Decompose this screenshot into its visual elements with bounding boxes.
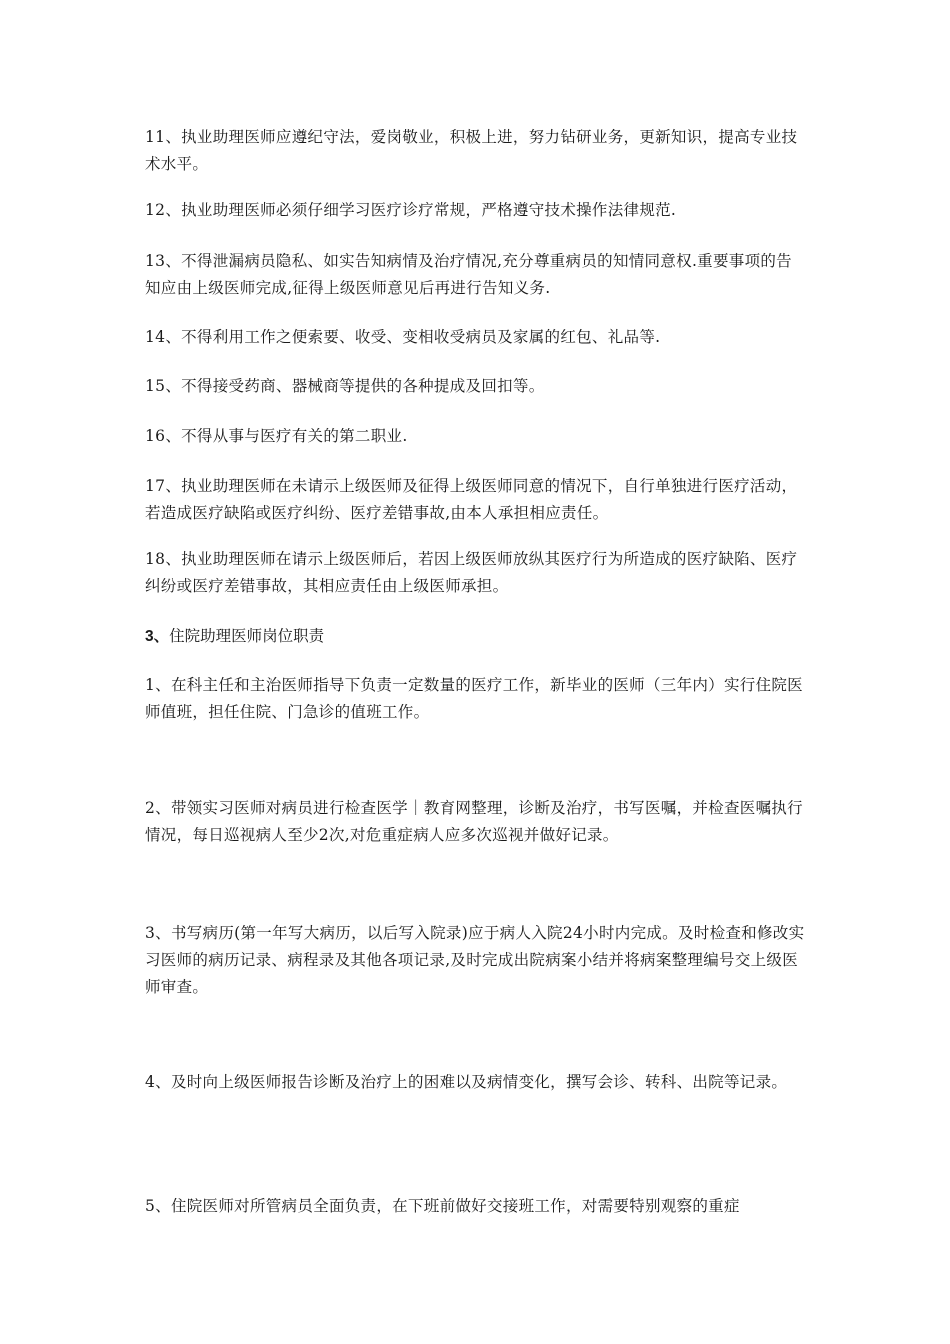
paragraph-14: 14、不得利用工作之便索要、收受、变相收受病员及家属的红包、礼品等.	[145, 328, 661, 346]
section-title: 住院助理医师岗位职责	[169, 627, 325, 645]
duty-2: 2、带领实习医师对病员进行检查医学｜教育网整理，诊断及治疗，书写医嘱，并检查医嘱执行情况，每日巡视病人至少2次,对危重症病人应多次巡视并做好记录。	[145, 799, 803, 844]
paragraph-15: 15、不得接受药商、器械商等提供的各种提成及回扣等。	[145, 377, 545, 395]
duty-4: 4、及时向上级医师报告诊断及治疗上的困难以及病情变化，撰写会诊、转科、出院等记录。	[145, 1073, 788, 1091]
paragraph-12: 12、执业助理医师必须仔细学习医疗诊疗常规，严格遵守技术操作法律规范.	[145, 201, 677, 219]
paragraph-18: 18、执业助理医师在请示上级医师后，若因上级医师放纵其医疗行为所造成的医疗缺陷、医疗纠纷或医疗差错事故，其相应责任由上级医师承担。	[145, 550, 798, 595]
paragraph-11: 11、执业助理医师应遵纪守法，爱岗敬业，积极上进，努力钻研业务，更新知识，提高专业技术水平。	[145, 128, 798, 173]
paragraph-13: 13、不得泄漏病员隐私、如实告知病情及治疗情况,充分尊重病员的知情同意权.重要事项的告知应由上级医师完成,征得上级医师意见后再进行告知义务.	[145, 252, 792, 297]
duty-3: 3、书写病历(第一年写大病历，以后写入院录)应于病人入院24小时内完成。及时检查和修改实习医师的病历记录、病程录及其他各项记录,及时完成出院病案小结并将病案整理编号交上级医师审查。	[145, 924, 805, 996]
section-number: 3、	[145, 628, 170, 645]
paragraph-17: 17、执业助理医师在未请示上级医师及征得上级医师同意的情况下，自行单独进行医疗活动，若造成医疗缺陷或医疗纠纷、医疗差错事故,由本人承担相应责任。	[145, 477, 798, 522]
duty-5: 5、住院医师对所管病员全面负责，在下班前做好交接班工作，对需要特别观察的重症	[145, 1197, 740, 1215]
duty-1: 1、在科主任和主治医师指导下负责一定数量的医疗工作，新毕业的医师（三年内）实行住院医师值班，担任住院、门急诊的值班工作。	[145, 676, 803, 721]
paragraph-16: 16、不得从事与医疗有关的第二职业.	[145, 427, 408, 445]
section-heading	[145, 623, 805, 650]
